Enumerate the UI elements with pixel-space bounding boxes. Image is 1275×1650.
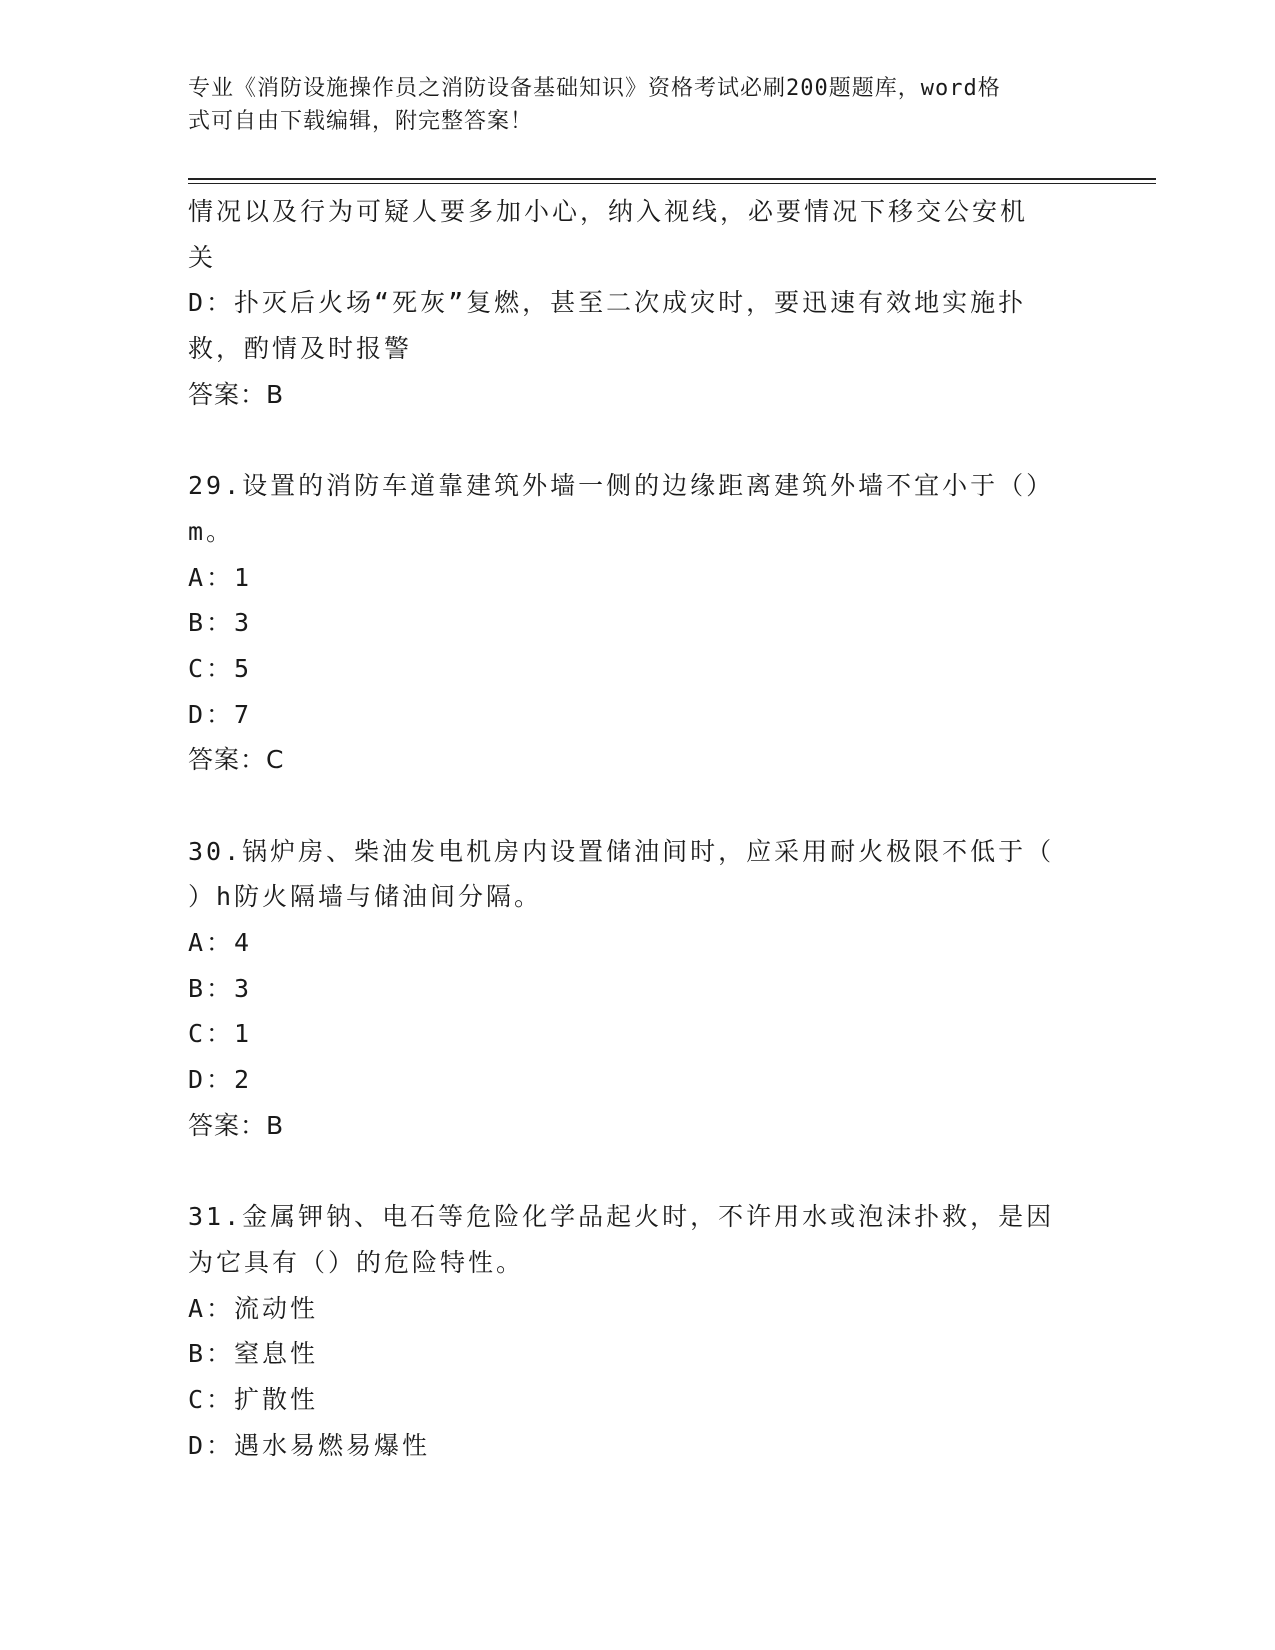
question-stem: 31.金属钾钠、电石等危险化学品起火时，不许用水或泡沫扑救，是因 bbox=[188, 1202, 1055, 1232]
header-rule-thick bbox=[188, 178, 1156, 180]
question-stem: 29.设置的消防车道靠建筑外墙一侧的边缘距离建筑外墙不宜小于（） bbox=[188, 471, 1055, 501]
answer-line: 答案：C bbox=[188, 745, 285, 775]
option-d-continuation: 救，酌情及时报警 bbox=[188, 334, 413, 364]
option-c: C：1 bbox=[188, 1019, 253, 1049]
answer-line: 答案：B bbox=[188, 1110, 285, 1140]
question-29 bbox=[188, 463, 1088, 783]
question-stem: 30.锅炉房、柴油发电机房内设置储油间时，应采用耐火极限不低于（ bbox=[188, 836, 1055, 866]
header-line-2: 式可自由下载编辑，附完整答案！ bbox=[188, 109, 534, 134]
header-line-1: 专业《消防设施操作员之消防设备基础知识》资格考试必刷200题题库，word格 bbox=[188, 76, 1001, 101]
option-a: A：流动性 bbox=[188, 1293, 319, 1323]
option-continuation: 关 bbox=[188, 242, 217, 272]
option-a: A：4 bbox=[188, 928, 253, 957]
previous-question-tail bbox=[188, 189, 1088, 417]
spacer bbox=[188, 783, 1088, 829]
option-d: D：扑灭后火场“死灰”复燃，甚至二次成灾时，要迅速有效地实施扑 bbox=[188, 288, 1027, 318]
spacer bbox=[188, 1148, 1088, 1194]
spacer bbox=[188, 417, 1088, 463]
question-31 bbox=[188, 1194, 1088, 1468]
option-b: B：3 bbox=[188, 973, 253, 1003]
option-d: D：7 bbox=[188, 699, 253, 729]
option-b: B：窒息性 bbox=[188, 1339, 319, 1369]
question-stem-continuation: 为它具有（）的危险特性。 bbox=[188, 1247, 525, 1277]
document-body bbox=[188, 189, 1088, 1468]
answer-line: 答案：B bbox=[188, 379, 285, 409]
option-c: C：5 bbox=[188, 653, 253, 683]
document-header bbox=[188, 72, 1068, 138]
option-continuation: 情况以及行为可疑人要多加小心，纳入视线，必要情况下移交公安机 bbox=[188, 197, 1029, 226]
question-stem-continuation: ）h防火隔墙与储油间分隔。 bbox=[188, 882, 543, 912]
header-rule-thin bbox=[188, 183, 1156, 184]
question-stem-continuation: m。 bbox=[188, 516, 235, 546]
option-d: D：2 bbox=[188, 1065, 253, 1095]
option-d: D：遇水易燃易爆性 bbox=[188, 1430, 431, 1460]
option-b: B：3 bbox=[188, 608, 253, 638]
option-c: C：扩散性 bbox=[188, 1384, 319, 1414]
option-a: A：1 bbox=[188, 562, 253, 592]
question-30 bbox=[188, 829, 1088, 1149]
